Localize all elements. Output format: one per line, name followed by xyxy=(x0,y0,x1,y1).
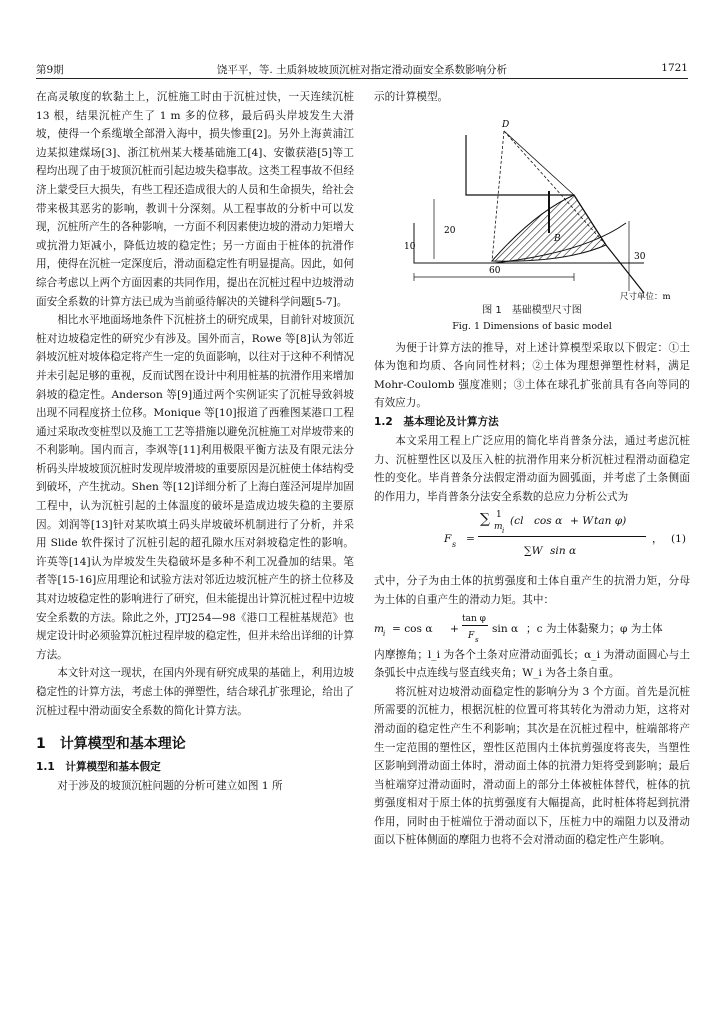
paragraph: 对于涉及的坡顶沉桩问题的分析可建立如图 1 所 xyxy=(57,780,283,793)
label-10: 10 xyxy=(404,241,416,252)
page-number: 1721 xyxy=(661,62,688,74)
m-i-eq: = cos α xyxy=(392,622,433,635)
radius-line xyxy=(492,131,504,261)
m-i-tan: tan φ xyxy=(462,613,486,624)
equation-number: (1) xyxy=(670,533,686,546)
running-header xyxy=(36,62,688,78)
formula-one: 1 xyxy=(496,510,502,521)
label-b: B xyxy=(554,233,561,244)
m-i-sin: sin α xyxy=(492,622,519,635)
m-i-tail: ；c 为土体黏聚力；φ 为土体 xyxy=(526,622,663,635)
m-i-plus: + xyxy=(450,622,459,635)
paragraph: 内摩擦角；l_i 为各个土条对应滑动面弧长；α_i 为滑动面圆心与土条弧长中点连线与竖直线夹角；W_i 为各土条自重。 xyxy=(374,648,690,680)
subsection-heading: 1.1 计算模型和基本假定 xyxy=(36,761,161,774)
paragraph: 示的计算模型。 xyxy=(374,91,449,103)
m-i: m xyxy=(374,622,385,635)
formula-num-2: cos α xyxy=(534,515,563,528)
paragraph: 本文针对这一现状，在国内外现有研究成果的基础上，利用边坡稳定性的计算方法，考虑土体的弹塑性，结合球孔扩张理论，给出了沉桩过程中滑动面安全系数的简化计算方法。 xyxy=(36,667,354,717)
formula-comma: ， xyxy=(652,533,663,546)
figure-1 xyxy=(374,113,690,301)
paragraph: 将沉桩对边坡滑动面稳定性的影响分为 3 个方面。首先是沉桩所需要的沉桩力，根据沉桩的位置可将其转化为滑动力矩，这将对滑动面的稳定性产生不利影响；其次是在沉桩过程中，桩端部将产生一定范围的塑性区，塑性区范围内土体抗剪强度将丧失，当塑性区影响到滑动面土体时，滑动面土体的抗滑力矩将受到影响；最后当桩端穿过滑动面时，滑动面上的部分土体被桩体替代，桩体的抗剪强度相对于原土体的抗剪强度有大幅提高，此时桩体将起到抗滑作用，同时由于桩端位于滑动面以下，压桩力中的端阻力以及滑动面以下桩体侧面的摩阻力也将不会对滑动面的稳定性产生影响。 xyxy=(374,685,690,847)
formula-num-3: + W xyxy=(570,515,594,528)
left-column xyxy=(36,88,354,796)
label-60: 60 xyxy=(489,265,501,276)
paragraph: 式中，分子为由土体的抗剪强度和土体自重产生的抗滑力矩，分母为土体的自重产生的滑动力矩。其中： xyxy=(374,575,690,606)
slope-model-diagram xyxy=(374,113,690,301)
m-i-fs: F xyxy=(468,630,475,641)
formula-m-sub: i xyxy=(502,527,505,536)
formula-den-2: sin α xyxy=(550,545,577,558)
header-rule xyxy=(36,78,688,79)
paragraph: 在高灵敏度的软黏土上，沉桩施工时由于沉桩过快，一天连续沉桩 13 根，结果沉桩产生了 1 m 多的位移，最后码头岸坡发生大滑坡，使得一个系缆墩全部滑入海中，损失惨重[2]。另外上海黄浦江边某拟建煤场[3]、浙江杭州某大楼基础施工[4]、安徽获港[5]等工程均出现了由于坡顶沉桩而引起边坡失稳事故。这类工程事故不但经济上蒙受巨大损失，有些工程还造成很大的人员和生命损失，给社会带来极其恶劣的影响，教训十分深刻。从工程事故的分析中可以发现，沉桩所产生的各种影响，一方面不利因素使边坡的滑动力矩增大或抗滑力矩减小，降低边坡的稳定性；另一方面由于桩体的抗滑作用，使得在沉桩一定深度后，滑动面稳定性有明显提高。因此，如何综合考虑以上两个方面因素的共同作用，提出在沉桩过程中边坡滑动面安全系数的计算方法已成为当前亟待解决的关键科学问题[5-7]。 xyxy=(36,91,354,308)
fraction-bar xyxy=(478,536,646,537)
right-column xyxy=(374,88,690,850)
formula-lhs-sub: s xyxy=(452,540,457,550)
paragraph: 为便于计算方法的推导，对上述计算模型采取以下假定：①土体为饱和均质、各向同性材料；②土体为理想弹塑性材料，满足 Mohr-Coulomb 强度准则；③土体在球孔扩张前具有各向等同的有效应力。 xyxy=(374,341,690,410)
figure-caption-zh: 图 1 基础模型尺寸图 xyxy=(482,304,582,316)
label-30: 30 xyxy=(634,251,646,262)
formula-lhs: F xyxy=(444,533,452,546)
formula-num-4: tan φ) xyxy=(594,515,627,528)
equation-m-i xyxy=(374,610,690,646)
running-title: 饶平平，等. 土质斜坡坡顶沉桩对指定滑动面安全系数影响分析 xyxy=(216,64,508,76)
equation-1 xyxy=(374,508,690,570)
m-i-fs-sub: s xyxy=(475,635,479,644)
paragraph: 相比水平地面场地条件下沉桩挤土的研究成果，目前针对坡顶沉桩对边坡稳定性的研究少有涉及。国外而言，Rowe 等[8]认为邻近斜坡沉桩对坡体稳定将产生一定的负面影响，以往对于这种不利情况并未引起足够的重视，反而试图在设计中利用桩基的抗滑作用来增加斜坡的稳定性。Anderson 等[9]通过两个实例证实了沉桩导致斜坡出现不同程度挤土位移。Monique 等[10]报道了西雅图某港口工程通过采取改变桩型以及施工工艺等措施以避免沉桩施工对岸坡带来的不利影响。国内而言，李飒等[11]利用极限平衡方法及有限元法分析码头岸坡坡顶沉桩时发现岸坡滑坡的重要原因是沉桩使土体结构受到破坏，产生扰动。Shen 等[12]详细分析了上海白莲泾河堤岸加固工程中，认为沉桩引起的土体温度的破坏是造成边坡失稳的主要原因。刘润等[13]针对某吹填土码头岸坡破坏机制进行了分析，并采用 Slide 软件探讨了沉桩引起的超孔隙水压对斜坡稳定性的影响。许英等[14]认为岸坡发生失稳破坏是多种不利工况叠加的结果。笔者等[15-16]应用理论和试验方法对邻近边坡沉桩产生的挤土位移及其对边坡稳定性的影响进行了研究，但未能提出计算沉桩过程中边坡安全系数的方法。除此之外，JTJ254—98《港口工程桩基规范》也规定设计时必须验算沉桩过程岸坡的稳定性，但并未给出详细的计算方法。 xyxy=(36,314,354,661)
fraction-bar xyxy=(462,625,488,626)
section-heading: 1 计算模型和基本理论 xyxy=(36,736,186,753)
issue-number: 第9期 xyxy=(36,64,64,76)
formula-sum: ∑ xyxy=(480,511,490,528)
m-i-sub: i xyxy=(383,629,386,638)
unit-label: 尺寸单位：m xyxy=(620,291,671,301)
label-20: 20 xyxy=(444,225,456,236)
formula-den: ∑W xyxy=(524,545,543,558)
subsection-heading: 1.2 基本理论及计算方法 xyxy=(374,415,499,428)
formula-eq: = xyxy=(466,533,475,546)
radius-line xyxy=(504,131,574,195)
figure-caption-en: Fig. 1 Dimensions of basic model xyxy=(452,320,612,332)
label-d: D xyxy=(502,119,510,130)
paragraph: 本文采用工程上广泛应用的简化毕肖普条分法，通过考虑沉桩力、沉桩塑性区以及压入桩的抗滑作用来分析沉桩过程滑动面稳定性的变化。毕肖普条分法假定滑动面为圆弧面，并考虑了土条侧面的作用力，毕肖普条分法安全系数的总应力分析公式为 xyxy=(374,434,690,503)
formula-m: m xyxy=(494,522,503,533)
formula-num-1: (cl xyxy=(510,515,524,528)
